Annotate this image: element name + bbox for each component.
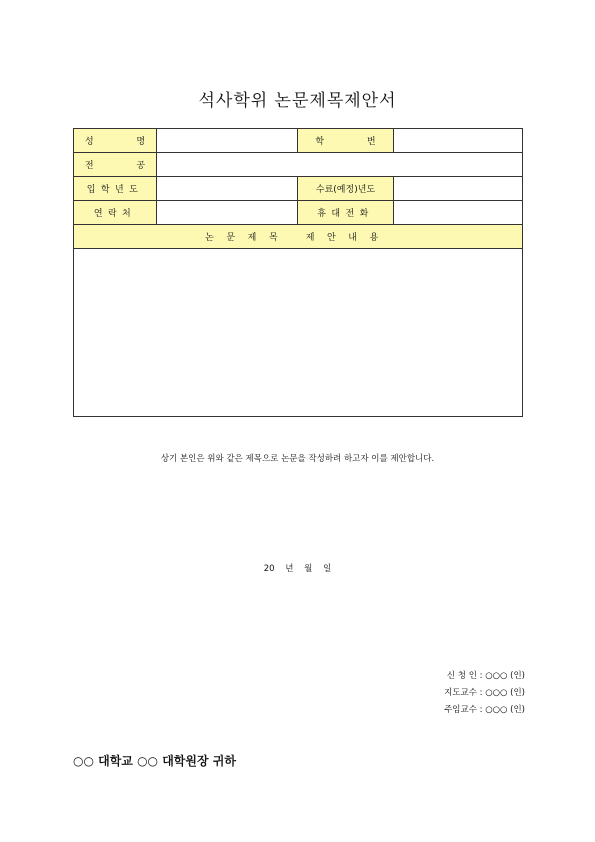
completion-year-label: 수료(예정)년도 bbox=[298, 177, 394, 201]
contact-field[interactable] bbox=[157, 201, 298, 225]
major-label: 전 공 bbox=[74, 153, 157, 177]
signature-advisor: 지도교수 : ○○○ (인) bbox=[444, 688, 525, 698]
name-label: 성 명 bbox=[74, 129, 157, 153]
proposal-content-area[interactable] bbox=[74, 249, 523, 417]
major-field[interactable] bbox=[157, 153, 523, 177]
proposal-form-table bbox=[73, 128, 523, 417]
mobile-label: 휴대전화 bbox=[298, 201, 394, 225]
mobile-field[interactable] bbox=[394, 201, 523, 225]
contact-label: 연락처 bbox=[74, 201, 157, 225]
completion-year-field[interactable] bbox=[394, 177, 523, 201]
recipient-line: ○○ 대학교 ○○ 대학원장 귀하 bbox=[73, 754, 236, 768]
entry-year-field[interactable] bbox=[157, 177, 298, 201]
name-field[interactable] bbox=[157, 129, 298, 153]
proposal-header: 논문제목 제안내용 bbox=[74, 225, 523, 249]
student-no-field[interactable] bbox=[394, 129, 523, 153]
student-no-label: 학 번 bbox=[298, 129, 394, 153]
entry-year-label: 입학년도 bbox=[74, 177, 157, 201]
statement-text: 상기 본인은 위와 같은 제목으로 논문을 작성하려 하고자 이를 제안합니다. bbox=[160, 454, 435, 464]
date-line: 20 년 월 일 bbox=[263, 564, 332, 574]
document-title: 석사학위 논문제목제안서 bbox=[198, 91, 397, 111]
signature-chief-professor: 주임교수 : ○○○ (인) bbox=[444, 705, 525, 715]
signature-applicant: 신 청 인 : ○○○ (인) bbox=[446, 671, 525, 681]
